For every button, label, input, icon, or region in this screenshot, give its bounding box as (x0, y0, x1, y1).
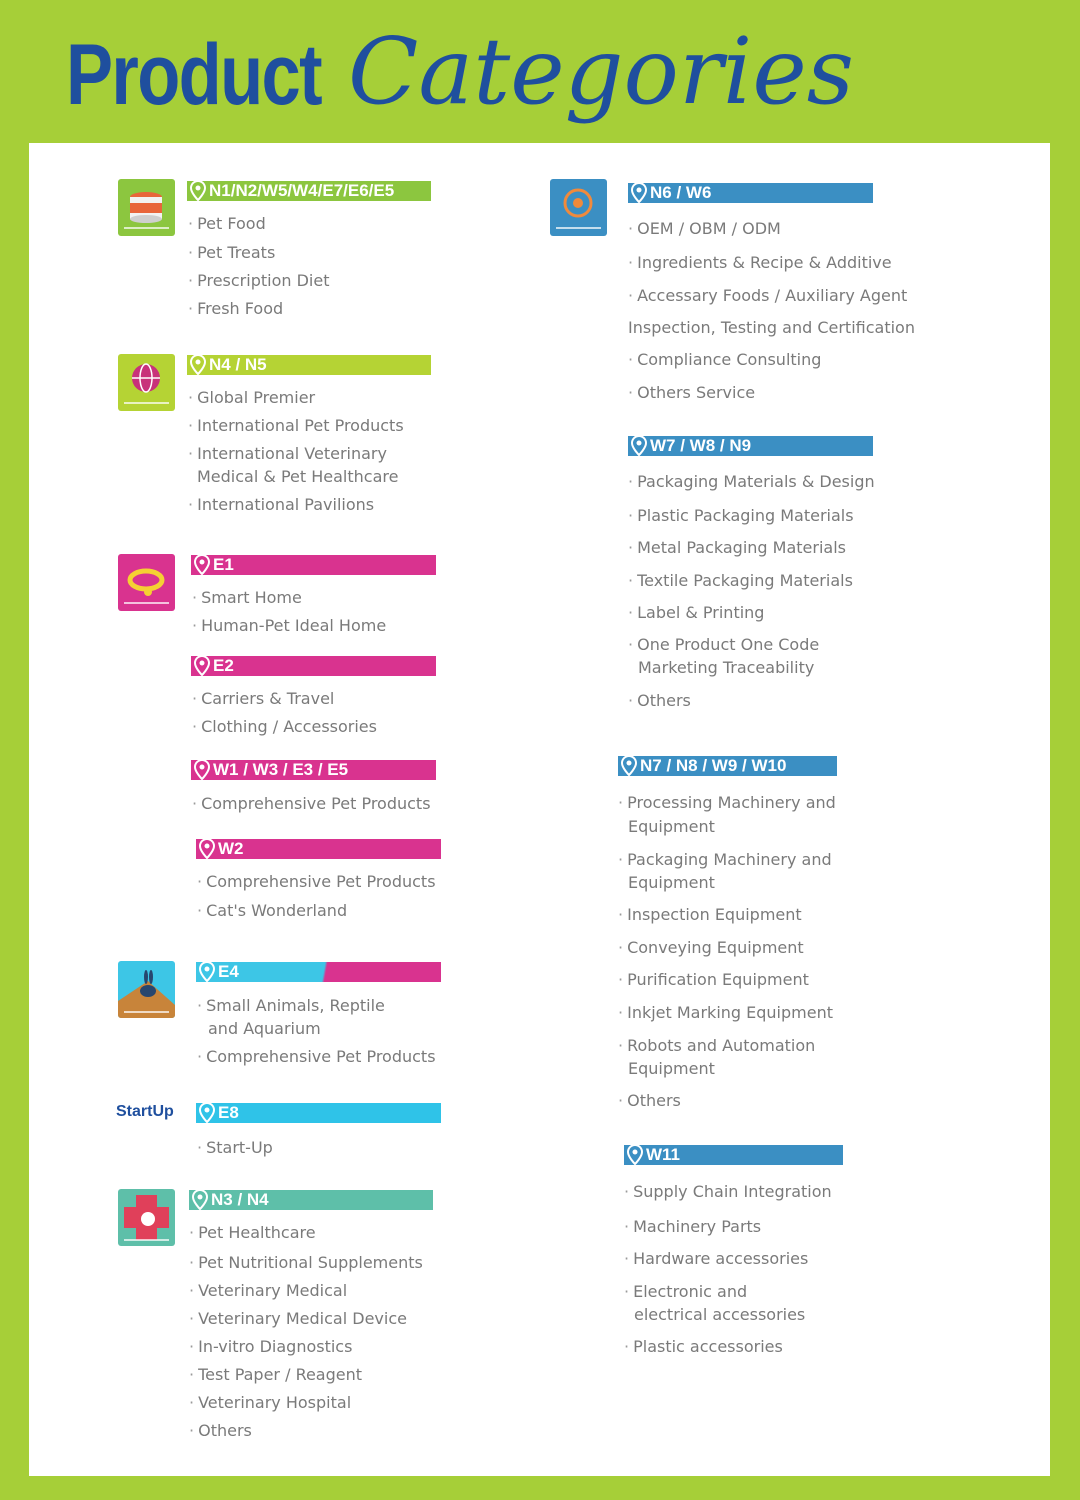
list-item: · Supply Chain Integration (624, 1182, 832, 1201)
tag-label: N7 / N8 / W9 / W10 (640, 756, 787, 775)
list-item: · Smart Home (192, 588, 302, 607)
list-item: · Metal Packaging Materials (628, 538, 846, 557)
tag-bar-n4 (187, 355, 431, 375)
list-item: · Pet Nutritional Supplements (189, 1253, 423, 1272)
tag-bar-n3 (189, 1190, 433, 1210)
tag-bar-n7 (618, 756, 837, 776)
list-item: · Comprehensive Pet Products (192, 794, 431, 813)
tag-label: N4 / N5 (209, 355, 267, 374)
list-item: Equipment (628, 873, 715, 892)
list-item: electrical accessories (634, 1305, 806, 1324)
supply-chain-icon (550, 179, 607, 236)
list-item: · OEM / OBM / ODM (628, 219, 781, 238)
list-item: · Others (189, 1421, 252, 1440)
list-item: · Comprehensive Pet Products (197, 1047, 436, 1066)
list-item: · Label & Printing (628, 603, 765, 622)
list-item: · International Veterinary (188, 444, 387, 463)
list-item: · Purification Equipment (618, 970, 809, 989)
location-pin-icon (193, 759, 211, 781)
tag-label: E1 (213, 555, 234, 574)
location-pin-icon (630, 435, 648, 457)
title-product: Product (66, 27, 321, 123)
list-item: · Packaging Materials & Design (628, 472, 875, 491)
list-item: · Veterinary Medical (189, 1281, 348, 1300)
tag-bar-w11 (624, 1145, 843, 1165)
list-item: · Fresh Food (188, 299, 284, 318)
pet-food-can-icon (118, 179, 175, 236)
location-pin-icon (620, 755, 638, 777)
location-pin-icon (191, 1189, 209, 1211)
list-item: · Veterinary Medical Device (189, 1309, 407, 1328)
startup-logo: StartUp (116, 1103, 174, 1120)
tag-label: E2 (213, 656, 234, 675)
vet-hospital-icon (118, 1189, 175, 1246)
list-item: · Plastic accessories (624, 1337, 783, 1356)
tag-bar-e2 (191, 656, 436, 676)
list-item: · Comprehensive Pet Products (197, 872, 436, 891)
list-item: Inspection, Testing and Certification (628, 318, 915, 337)
list-item: · Prescription Diet (188, 271, 330, 290)
list-item: · Pet Healthcare (189, 1223, 316, 1242)
tag-bar-w2 (196, 839, 441, 859)
list-item: and Aquarium (208, 1019, 321, 1038)
list-item: · Others (618, 1091, 681, 1110)
list-item: · Accessary Foods / Auxiliary Agent (628, 286, 908, 305)
list-item: · International Pet Products (188, 416, 404, 435)
tag-bar-w1 (191, 760, 436, 780)
list-item: · Pet Food (188, 214, 266, 233)
list-item: · Conveying Equipment (618, 938, 804, 957)
list-item: · Test Paper / Reagent (189, 1365, 363, 1384)
list-item: · Human-Pet Ideal Home (192, 616, 387, 635)
list-item: · Inspection Equipment (618, 905, 802, 924)
list-item: · Textile Packaging Materials (628, 571, 853, 590)
location-pin-icon (198, 1102, 216, 1124)
list-item: · Machinery Parts (624, 1217, 762, 1236)
list-item: · Others Service (628, 383, 756, 402)
list-item: · Compliance Consulting (628, 350, 822, 369)
tag-bar-e1 (191, 555, 436, 575)
location-pin-icon (193, 655, 211, 677)
tag-label: W11 (646, 1145, 681, 1164)
tag-bar-n6 (628, 183, 873, 203)
list-item: · Small Animals, Reptile (197, 996, 385, 1015)
location-pin-icon (630, 182, 648, 204)
location-pin-icon (198, 961, 216, 983)
tag-label: N6 / W6 (650, 183, 712, 202)
location-pin-icon (626, 1144, 644, 1166)
list-item: · Pet Treats (188, 243, 276, 262)
list-item: · Cat's Wonderland (197, 901, 348, 920)
location-pin-icon (193, 554, 211, 576)
tag-bar-e8 (196, 1103, 441, 1123)
imported-products-globe-icon (118, 354, 175, 411)
list-item: · Others (628, 691, 691, 710)
list-item: · One Product One Code (628, 635, 820, 654)
tag-label: E4 (218, 962, 239, 981)
list-item: · Veterinary Hospital (189, 1393, 352, 1412)
list-item: Equipment (628, 817, 715, 836)
title-categories: Categories (348, 18, 854, 125)
list-item: · International Pavilions (188, 495, 375, 514)
tag-bar-w7 (628, 436, 873, 456)
list-item: · Plastic Packaging Materials (628, 506, 854, 525)
tag-label: W2 (218, 839, 244, 858)
list-item: · Carriers & Travel (192, 689, 335, 708)
tag-label: E8 (218, 1103, 239, 1122)
list-item: · Processing Machinery and (618, 793, 836, 812)
list-item: Equipment (628, 1059, 715, 1078)
small-animals-icon (118, 961, 175, 1018)
list-item: · Hardware accessories (624, 1249, 809, 1268)
list-item: · Inkjet Marking Equipment (618, 1003, 833, 1022)
list-item: · Start-Up (197, 1138, 273, 1157)
location-pin-icon (189, 180, 207, 202)
categories-panel (29, 143, 1050, 1476)
list-item: · Global Premier (188, 388, 316, 407)
tag-label: N3 / N4 (211, 1190, 269, 1209)
tag-bar-e4 (196, 962, 441, 982)
tag-label: N1/N2/W5/W4/E7/E6/E5 (209, 181, 395, 200)
list-item: · Packaging Machinery and (618, 850, 832, 869)
location-pin-icon (189, 354, 207, 376)
tag-label: W7 / W8 / N9 (650, 436, 752, 455)
location-pin-icon (198, 838, 216, 860)
list-item: · Ingredients & Recipe & Additive (628, 253, 892, 272)
pet-collar-icon (118, 554, 175, 611)
list-item: · In-vitro Diagnostics (189, 1337, 353, 1356)
list-item: · Electronic and (624, 1282, 748, 1301)
list-item: Marketing Traceability (638, 658, 815, 677)
tag-bar-n1 (187, 181, 431, 201)
tag-label: W1 / W3 / E3 / E5 (213, 760, 349, 779)
list-item: Medical & Pet Healthcare (197, 467, 399, 486)
list-item: · Robots and Automation (618, 1036, 816, 1055)
list-item: · Clothing / Accessories (192, 717, 377, 736)
